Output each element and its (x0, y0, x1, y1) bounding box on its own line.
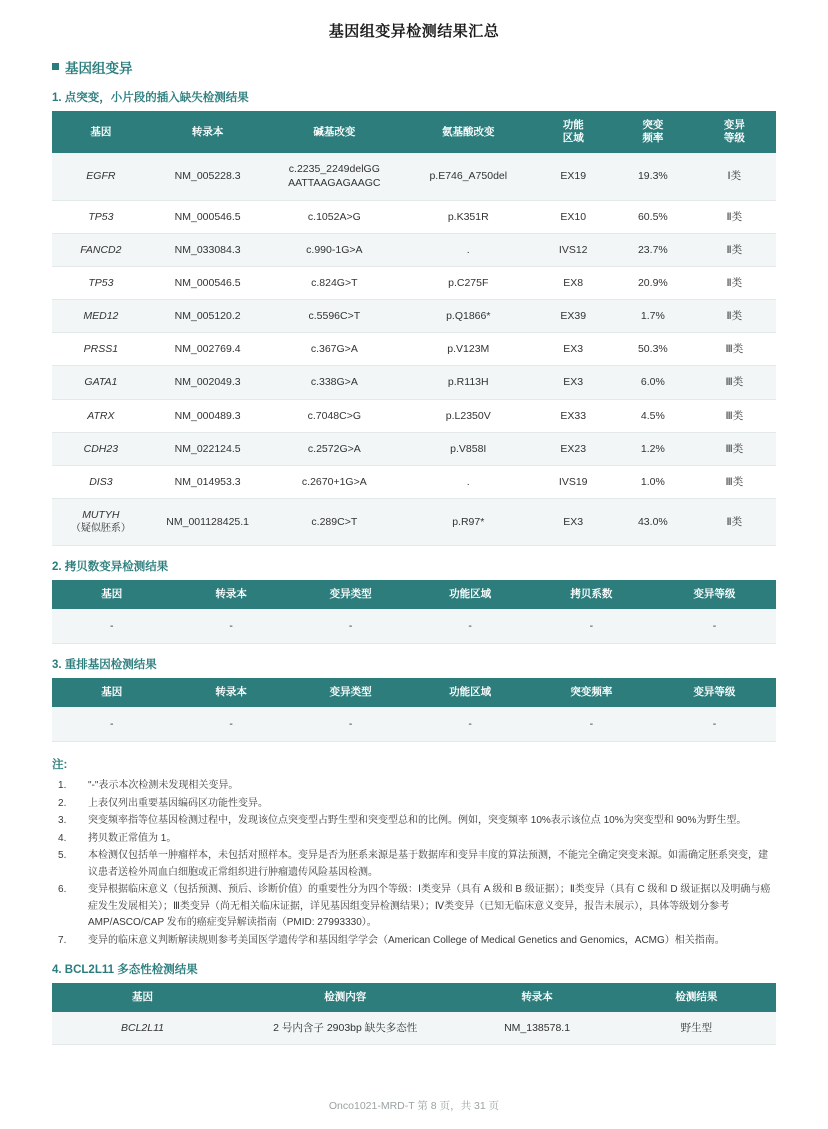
cell-transcript: NM_022124.5 (150, 432, 266, 465)
col-gene: 基因 (52, 580, 171, 609)
cell-freq: 1.0% (613, 465, 693, 498)
page-title: 基因组变异检测结果汇总 (328, 23, 500, 40)
list-item: 变异的临床意义判断解读规则参考美国医学遗传学和基因组学学会（American College of Medical Genetics and Genomics，ACMG）相关指南。 (88, 934, 725, 946)
cell-gene: PRSS1 (52, 333, 150, 366)
cell-region: EX23 (533, 432, 613, 465)
cell-grade: Ⅲ类 (693, 333, 776, 366)
cell-aa: . (403, 465, 533, 498)
cell-transcript: NM_001128425.1 (150, 499, 266, 546)
cell-transcript: NM_000489.3 (150, 399, 266, 432)
cell-transcript: - (171, 609, 290, 644)
cell-base: c.1052A>G (266, 200, 404, 233)
table-row (52, 300, 776, 333)
fusion-heading: 3. 重排基因检测结果 (52, 658, 157, 671)
cell-base: c.990-1G>A (266, 233, 404, 266)
table-header-row (52, 111, 776, 153)
page-footer: Onco1021-MRD-T 第 8 页，共 31 页 (328, 1100, 500, 1112)
cell-freq: 50.3% (613, 333, 693, 366)
cell-base: c.7048C>G (266, 399, 404, 432)
cell-grade: Ⅱ类 (693, 266, 776, 299)
col-transcript: 转录本 (171, 678, 290, 707)
cell-gene (52, 499, 150, 546)
table-row (52, 432, 776, 465)
cell-base: c.5596C>T (266, 300, 404, 333)
cell-base: c.2670+1G>A (266, 465, 404, 498)
cell-freq: 60.5% (613, 200, 693, 233)
table-row (52, 233, 776, 266)
list-item: 拷贝数正常值为 1。 (88, 832, 177, 844)
col-transcript: 转录本 (171, 580, 290, 609)
cell-region: EX3 (533, 499, 613, 546)
cell-region: EX8 (533, 266, 613, 299)
col-copy-number: 拷贝系数 (530, 580, 653, 609)
cell-grade: Ⅲ类 (693, 432, 776, 465)
cell-copy-number: - (530, 609, 653, 644)
cell-gene: BCL2L11 (52, 1012, 233, 1045)
cell-grade: Ⅲ类 (693, 465, 776, 498)
cell-grade: - (653, 707, 776, 742)
col-aa-change: 氨基酸改变 (403, 111, 533, 153)
cell-transcript: NM_014953.3 (150, 465, 266, 498)
cell-freq: 1.7% (613, 300, 693, 333)
cell-aa: p.V123M (403, 333, 533, 366)
cell-aa: p.Q1866* (403, 300, 533, 333)
cell-gene: - (52, 707, 171, 742)
cell-aa: . (403, 233, 533, 266)
cell-aa: p.C275F (403, 266, 533, 299)
cell-base: c.289C>T (266, 499, 404, 546)
table-row (52, 333, 776, 366)
col-region: 功能区域 (410, 580, 529, 609)
list-item: "-"表示本次检测未发现相关变异。 (88, 780, 239, 792)
col-result: 检测结果 (617, 983, 776, 1012)
cell-region: EX3 (533, 333, 613, 366)
cell-grade: - (653, 609, 776, 644)
bcl2l11-heading: 4. BCL2L11 多态性检测结果 (52, 964, 198, 977)
col-gene: 基因 (52, 678, 171, 707)
cell-gene: GATA1 (52, 366, 150, 399)
cell-gene: DIS3 (52, 465, 150, 498)
cell-base: c.2572G>A (266, 432, 404, 465)
cell-freq: 19.3% (613, 153, 693, 200)
cell-transcript: NM_138578.1 (457, 1012, 616, 1045)
section-header-genomic-variants (52, 57, 776, 77)
col-grade: 变异等级 (653, 580, 776, 609)
section-header-label: 基因组变异 (65, 61, 133, 76)
col-variant-type: 变异类型 (291, 678, 410, 707)
cell-gene-name: MUTYH (82, 509, 120, 522)
cell-transcript: NM_033084.3 (150, 233, 266, 266)
table-row (52, 707, 776, 742)
cell-variant-type: - (291, 609, 410, 644)
cell-gene: MED12 (52, 300, 150, 333)
cell-grade: Ⅱ类 (693, 233, 776, 266)
cell-grade: Ⅲ类 (693, 366, 776, 399)
table-row (52, 465, 776, 498)
col-region: 功能区域 (410, 678, 529, 707)
bcl2l11-table (52, 983, 776, 1045)
col-transcript: 转录本 (150, 111, 266, 153)
cell-transcript: NM_002769.4 (150, 333, 266, 366)
table-header-row (52, 580, 776, 609)
snv-heading: 1. 点突变，小片段的插入缺失检测结果 (52, 92, 249, 104)
cell-transcript: NM_005228.3 (150, 153, 266, 200)
cell-aa: p.V858I (403, 432, 533, 465)
col-transcript: 转录本 (457, 983, 616, 1012)
cell-gene: ATRX (52, 399, 150, 432)
table-header-row (52, 983, 776, 1012)
cell-freq: 43.0% (613, 499, 693, 546)
cell-grade: Ⅱ类 (693, 499, 776, 546)
cell-region: EX3 (533, 366, 613, 399)
cell-aa: p.R97* (403, 499, 533, 546)
cell-freq: 1.2% (613, 432, 693, 465)
cell-result: 野生型 (617, 1012, 776, 1045)
table-row (52, 1012, 776, 1045)
cell-region: IVS19 (533, 465, 613, 498)
cell-freq: 20.9% (613, 266, 693, 299)
cell-base: c.338G>A (266, 366, 404, 399)
col-grade: 变异等级 (653, 678, 776, 707)
col-grade: 变异 等级 (693, 111, 776, 153)
cell-region: EX10 (533, 200, 613, 233)
cnv-table (52, 580, 776, 644)
cell-variant-type: - (291, 707, 410, 742)
table-row (52, 153, 776, 200)
cell-gene: FANCD2 (52, 233, 150, 266)
col-gene: 基因 (52, 111, 150, 153)
col-region: 功能 区域 (533, 111, 613, 153)
table-row (52, 366, 776, 399)
cell-region: IVS12 (533, 233, 613, 266)
cell-region: EX33 (533, 399, 613, 432)
square-bullet-icon (52, 63, 59, 70)
cell-grade: Ⅱ类 (693, 200, 776, 233)
snv-table (52, 111, 776, 546)
cell-transcript: NM_000546.5 (150, 200, 266, 233)
cell-base: c.824G>T (266, 266, 404, 299)
cell-gene: EGFR (52, 153, 150, 200)
cell-region: EX39 (533, 300, 613, 333)
table-row (52, 609, 776, 644)
cell-grade: Ⅲ类 (693, 399, 776, 432)
cell-region: EX19 (533, 153, 613, 200)
cell-transcript: NM_000546.5 (150, 266, 266, 299)
col-gene: 基因 (52, 983, 233, 1012)
table-header-row (52, 678, 776, 707)
list-item: 突变频率指等位基因检测过程中，发现该位点突变型占野生型和突变型总和的比例。例如，突变频率 10%表示该位点 10%为突变型和 90%为野生型。 (88, 815, 747, 827)
cell-freq: 4.5% (613, 399, 693, 432)
cell-content: 2 号内含子 2903bp 缺失多态性 (233, 1012, 457, 1045)
col-frequency: 突变频率 (530, 678, 653, 707)
fusion-table (52, 678, 776, 742)
table-row (52, 499, 776, 546)
cell-gene-note: （疑似胚系） (70, 523, 131, 535)
cell-base: c.2235_2249delGG AATTAAGAGAAGC (266, 153, 404, 200)
list-item: 上表仅列出重要基因编码区功能性变异。 (88, 797, 268, 809)
cell-aa: p.E746_A750del (403, 153, 533, 200)
cell-aa: p.L2350V (403, 399, 533, 432)
notes-list (52, 778, 776, 949)
cell-region: - (410, 707, 529, 742)
cell-grade: Ⅱ类 (693, 300, 776, 333)
table-row (52, 399, 776, 432)
list-item: 变异根据临床意义（包括预测、预后、诊断价值）的重要性分为四个等级：Ⅰ类变异（具有 A 级和 B 级证据）；Ⅱ类变异（具有 C 级和 D 级证据以及明确与癌症发生发展相关）；Ⅲ类变异（尚无相关临床证据，详见基因组变异检测结果）；Ⅳ类变异（已知无临床意义变异，报告未展示），具体等级划分参考 AMP/ASCO/CAP 发布的癌症变异解读指南（PMID: 27993330）。 (88, 884, 771, 929)
cell-gene: TP53 (52, 266, 150, 299)
col-content: 检测内容 (233, 983, 457, 1012)
cell-transcript: - (171, 707, 290, 742)
cell-transcript: NM_002049.3 (150, 366, 266, 399)
col-frequency: 突变 频率 (613, 111, 693, 153)
cell-gene: CDH23 (52, 432, 150, 465)
cnv-heading: 2. 拷贝数变异检测结果 (52, 560, 169, 573)
col-base-change: 碱基改变 (266, 111, 404, 153)
cell-aa: p.K351R (403, 200, 533, 233)
cell-freq: 6.0% (613, 366, 693, 399)
cell-transcript: NM_005120.2 (150, 300, 266, 333)
cell-grade: Ⅰ类 (693, 153, 776, 200)
cell-freq: - (530, 707, 653, 742)
col-variant-type: 变异类型 (291, 580, 410, 609)
cell-gene: TP53 (52, 200, 150, 233)
cell-region: - (410, 609, 529, 644)
table-row (52, 266, 776, 299)
cell-base: c.367G>A (266, 333, 404, 366)
cell-freq: 23.7% (613, 233, 693, 266)
cell-aa: p.R113H (403, 366, 533, 399)
table-row (52, 200, 776, 233)
cell-gene: - (52, 609, 171, 644)
list-item: 本检测仅包括单一肿瘤样本，未包括对照样本。变异是否为胚系来源是基于数据库和变异丰度的算法预测，不能完全确定突变来源。如需确定胚系突变，建议患者送检外周血白细胞或正常组织进行肿瘤遗传风险基因检测。 (88, 850, 768, 878)
notes-title: 注: (52, 759, 68, 772)
